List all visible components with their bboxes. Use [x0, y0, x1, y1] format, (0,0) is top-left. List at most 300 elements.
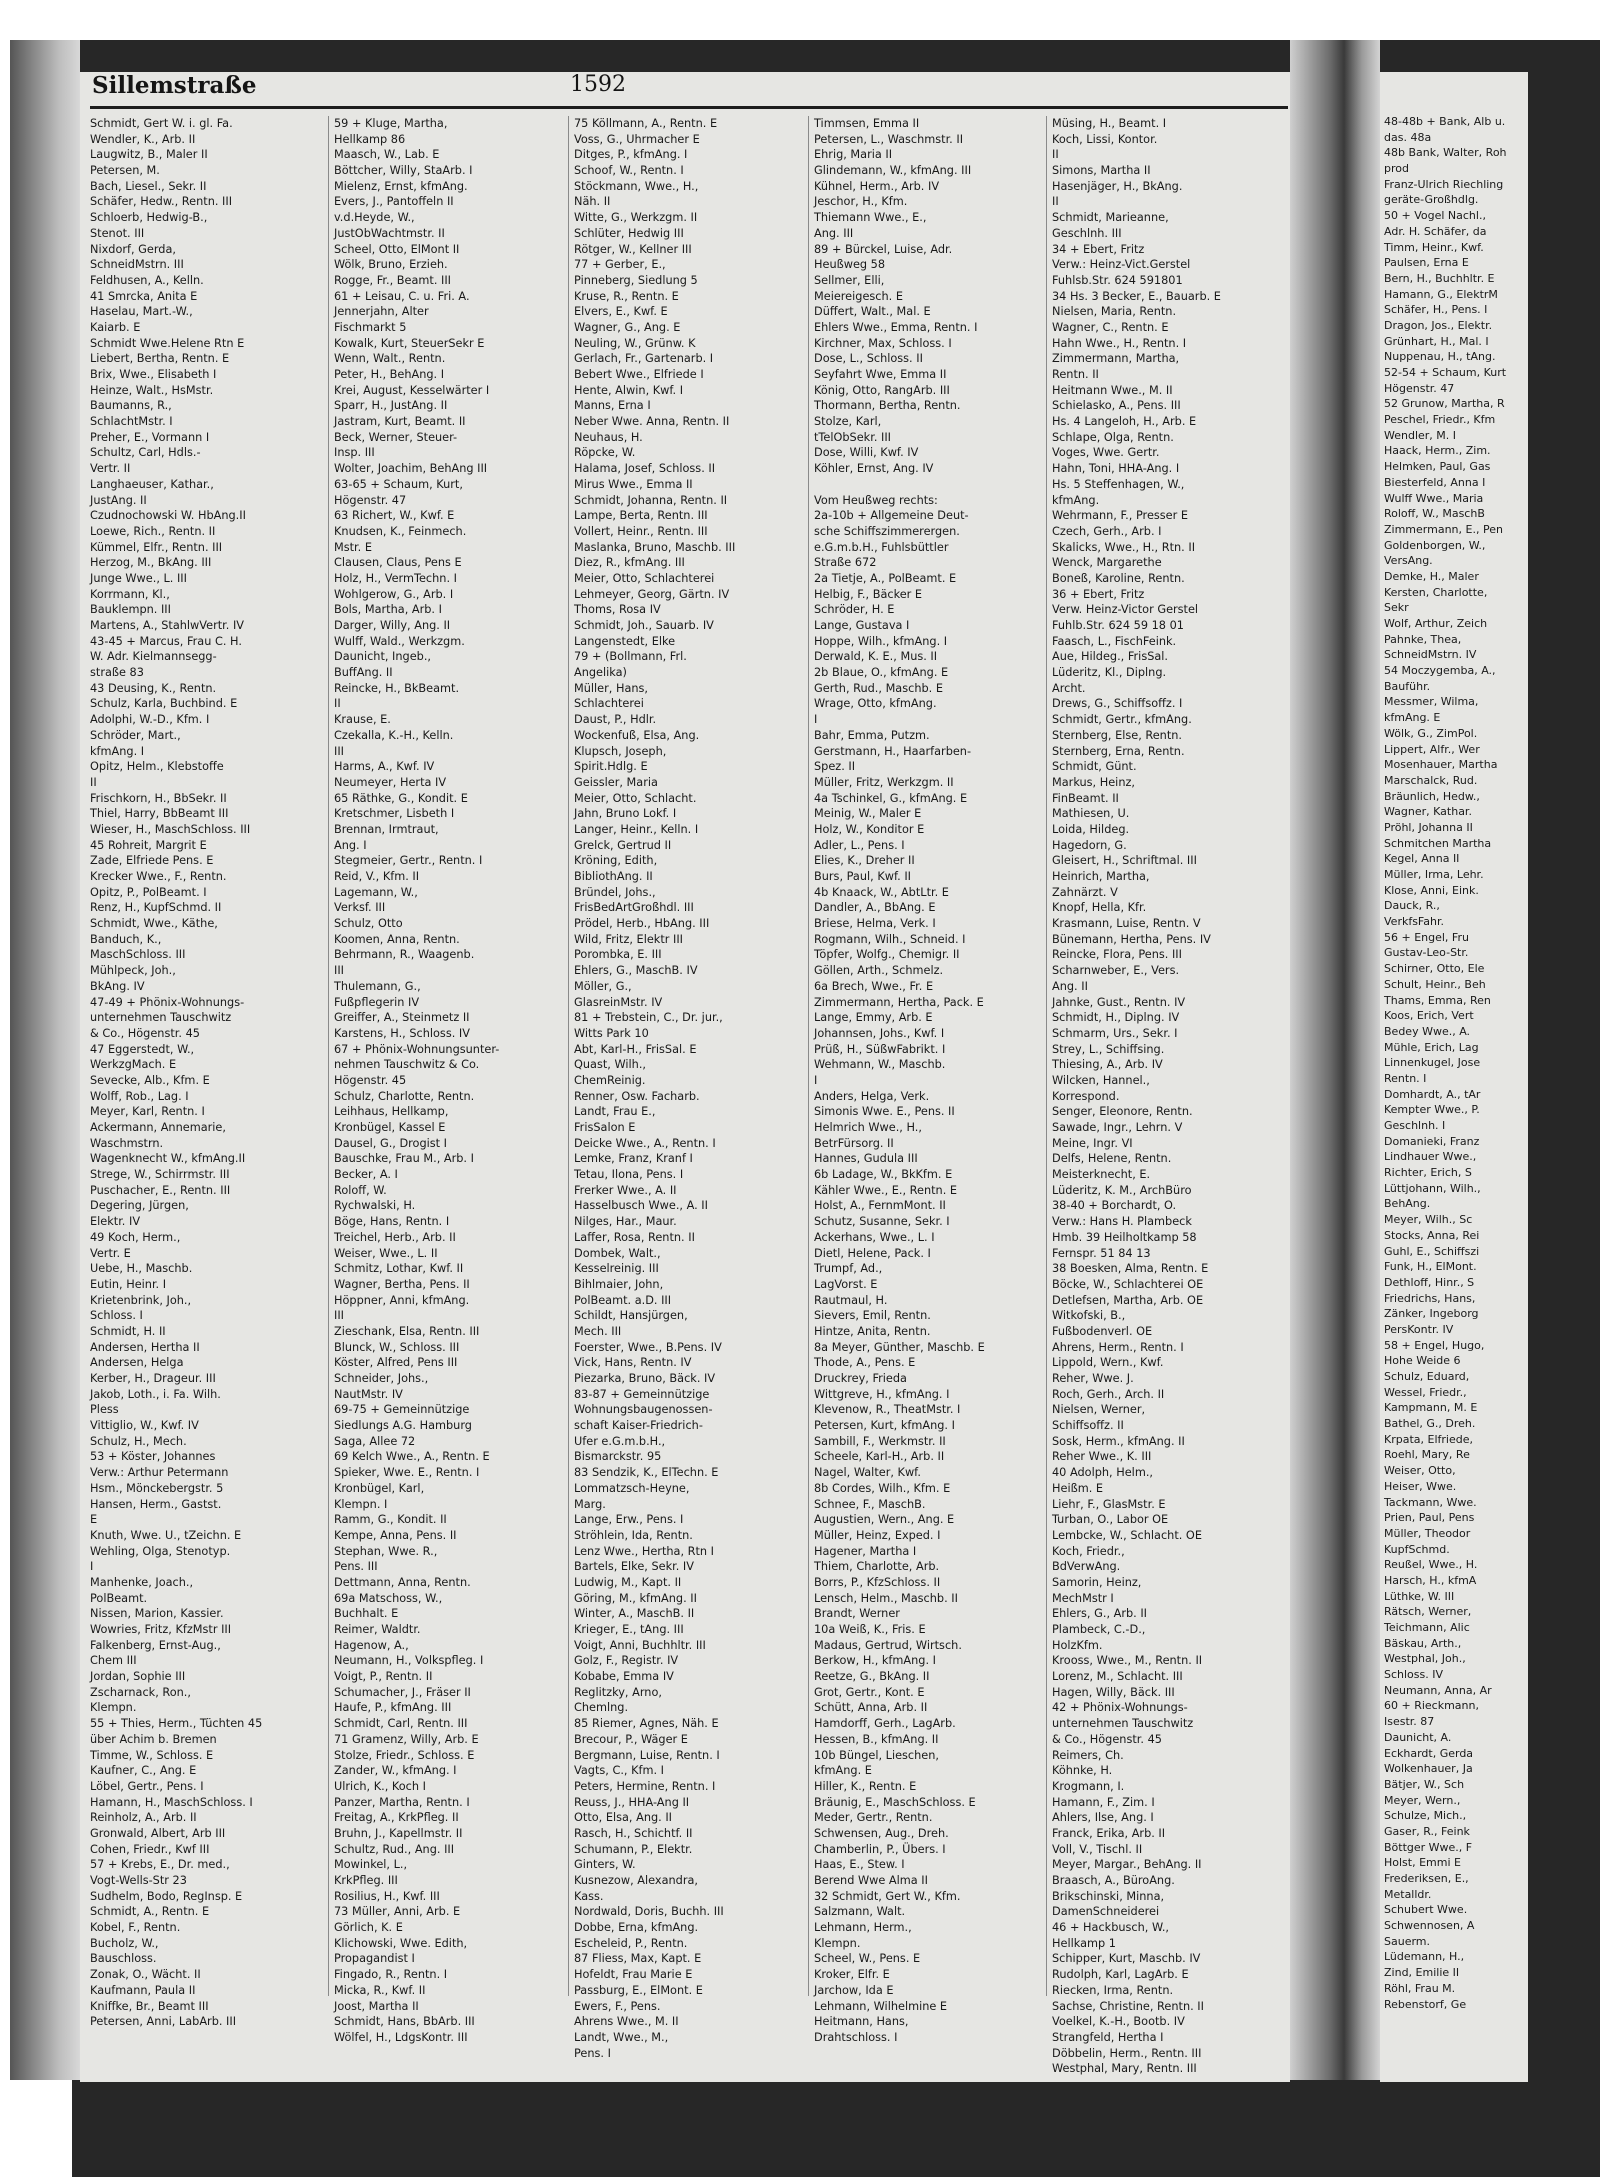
- directory-entry: Kronbügel, Kassel E: [334, 1121, 446, 1134]
- directory-entry: 32 Schmidt, Gert W., Kfm.: [814, 1889, 961, 1903]
- directory-entry: 53 + Köster, Johannes: [90, 1450, 216, 1464]
- directory-entry: 73 Müller, Anni, Arb. E: [334, 1905, 461, 1919]
- directory-entry: BdVerwAng.: [1052, 1560, 1121, 1574]
- directory-entry: Brecour, P., Wäger E: [574, 1732, 688, 1746]
- directory-entry: das. 48a: [1384, 130, 1432, 144]
- directory-entry: Meiereigesch. E: [814, 289, 903, 303]
- directory-entry: Meyer, Margar., BehAng. II: [1052, 1858, 1202, 1872]
- directory-entry: Schmidt, H., Diplng. IV: [1052, 1011, 1180, 1025]
- directory-entry: 4a Tschinkel, G., kfmAng. E: [814, 791, 968, 805]
- directory-entry: Ehlers, G., MaschB. IV: [574, 964, 698, 978]
- directory-entry: Reid, V., Kfm. II: [334, 870, 420, 883]
- directory-entry: Bauschke, Frau M., Arb. I: [334, 1152, 474, 1166]
- directory-entry: Drews, G., Schiffsoffz. I: [1052, 697, 1183, 711]
- directory-entry: Krooss, Wwe., M., Rentn. II: [1052, 1654, 1203, 1668]
- directory-entry: Nielsen, Werner,: [1052, 1403, 1146, 1417]
- directory-entry: Kesselreinig. III: [574, 1262, 659, 1276]
- directory-entry: Thormann, Bertha, Rentn.: [814, 399, 961, 413]
- directory-entry: Gaser, R., Feink: [1384, 1824, 1470, 1838]
- directory-entry: Schröder, H. E: [814, 603, 895, 617]
- directory-entry: Opitz, Helm., Klebstoffe: [90, 760, 224, 774]
- directory-entry: Koch, Friedr.,: [1052, 1544, 1125, 1558]
- directory-entry: Langer, Heinr., Kelln. I: [574, 822, 699, 836]
- directory-entry: Meyer, Karl, Rentn. I: [90, 1105, 205, 1119]
- directory-entry: Druckrey, Frieda: [814, 1372, 907, 1385]
- directory-entry: 48-48b + Bank, Alb u.: [1384, 115, 1506, 128]
- directory-entry: straße 83: [90, 666, 144, 680]
- directory-entry: KupfSchmd.: [1384, 1542, 1450, 1556]
- directory-entry: Ehrig, Maria II: [814, 148, 893, 162]
- directory-entry: Müller, Hans,: [574, 681, 649, 695]
- directory-entry: ChemReinig.: [574, 1073, 646, 1087]
- directory-entry: Geschlnh. III: [1052, 226, 1122, 240]
- directory-entry: Wulff, Wald., Werkzgm.: [334, 634, 465, 648]
- directory-entry: Böge, Hans, Rentn. I: [334, 1215, 450, 1229]
- directory-entry: Rogmann, Wilh., Schneid. I: [814, 932, 966, 946]
- directory-entry: 61 + Leisau, C. u. Fri. A.: [334, 289, 470, 303]
- directory-entry: Lenz Wwe., Hertha, Rtn I: [574, 1544, 715, 1558]
- directory-entry: Stolze, Karl,: [814, 415, 882, 429]
- directory-entry: Wenck, Margarethe: [1052, 556, 1162, 570]
- directory-entry: III: [334, 1309, 344, 1323]
- directory-entry: Neuling, W., Grünw. K: [574, 336, 696, 350]
- directory-entry: Peter, H., BehAng. I: [334, 368, 445, 381]
- directory-entry: Lehmann, Wilhelmine E: [814, 1999, 948, 2013]
- directory-entry: Quast, Wilh.,: [574, 1058, 647, 1072]
- directory-entry: Schmidt, Wwe., Käthe,: [90, 917, 218, 931]
- directory-column-5: [1046, 116, 1286, 2076]
- directory-entry: Vagts, C., Kfm. I: [574, 1764, 665, 1778]
- directory-entry: 83 Sendzik, K., ElTechn. E: [574, 1466, 719, 1480]
- street-header: Sillemstraße: [92, 72, 257, 99]
- directory-entry: Haack, Herm., Zim.: [1384, 444, 1491, 458]
- directory-entry: Zonak, O., Wächt. II: [90, 1968, 201, 1982]
- directory-entry: Dauck, R.,: [1384, 899, 1440, 913]
- directory-entry: Kroker, Elfr. E: [814, 1968, 890, 1982]
- directory-entry: Daunicht, A.: [1384, 1730, 1452, 1744]
- directory-entry: Insp. III: [334, 446, 375, 460]
- directory-entry: Jennerjahn, Alter: [334, 305, 429, 319]
- directory-entry: Wehrmann, F., Presser E: [1052, 509, 1189, 523]
- directory-entry: Neber Wwe. Anna, Rentn. II: [574, 415, 730, 429]
- directory-column-2: [328, 116, 568, 2044]
- directory-entry: Elvers, E., Kwf. E: [574, 305, 668, 319]
- directory-entry: Weiser, Wwe., L. II: [334, 1246, 438, 1260]
- directory-entry: Heinrich, Martha,: [1052, 870, 1150, 883]
- directory-entry: Spieker, Wwe. E., Rentn. I: [334, 1466, 480, 1480]
- directory-entry: Röpcke, W.: [574, 446, 636, 460]
- directory-entry: Liebert, Bertha, Rentn. E: [90, 352, 230, 366]
- directory-entry: Harms, A., Kwf. IV: [334, 760, 435, 774]
- directory-entry: Halama, Josef, Schloss. II: [574, 462, 716, 476]
- directory-entry: Kähler Wwe., E., Rentn. E: [814, 1183, 958, 1197]
- directory-entry: II: [334, 697, 341, 711]
- directory-entry: Görlich, K. E: [334, 1921, 403, 1935]
- directory-entry: Rötger, W., Kellner III: [574, 242, 692, 256]
- directory-entry: Langhaeuser, Kathar.,: [90, 477, 214, 491]
- directory-entry: Müller, Irma, Lehr.: [1384, 868, 1484, 881]
- directory-entry: 89 + Bürckel, Luise, Adr.: [814, 242, 953, 256]
- directory-entry: Lange, Erw., Pens. I: [574, 1513, 684, 1527]
- directory-entry: Hs. 5 Steffenhagen, W.,: [1052, 477, 1185, 491]
- directory-entry: Zahnärzt. V: [1052, 885, 1118, 899]
- directory-entry: Clausen, Claus, Pens E: [334, 556, 462, 570]
- directory-entry: Rychwalski, H.: [334, 1199, 416, 1213]
- directory-entry: e.G.m.b.H., Fuhlsbüttler: [814, 540, 949, 554]
- directory-entry: Pens. III: [334, 1560, 378, 1574]
- directory-entry: Schulz, Eduard,: [1384, 1370, 1470, 1383]
- facing-page-column: [1384, 114, 1528, 2011]
- directory-entry: Haas, E., Stew. I: [814, 1858, 905, 1872]
- directory-entry: Lommatzsch-Heyne,: [574, 1481, 690, 1495]
- directory-entry: Zieschank, Elsa, Rentn. III: [334, 1324, 480, 1338]
- directory-entry: Hasselbusch Wwe., A. II: [574, 1199, 708, 1213]
- directory-entry: VerkfsFahr.: [1384, 915, 1444, 929]
- directory-entry: Elies, K., Dreher II: [814, 854, 915, 868]
- directory-entry: Kaufner, C., Ang. E: [90, 1764, 197, 1778]
- directory-entry: Kretschmer, Lisbeth I: [334, 807, 455, 821]
- directory-entry: Düffert, Walt., Mal. E: [814, 305, 931, 319]
- directory-entry: Laffer, Rosa, Rentn. II: [574, 1230, 695, 1244]
- directory-entry: unternehmen Tauschwitz: [90, 1011, 232, 1025]
- directory-entry: Escheleid, P., Rentn.: [574, 1936, 688, 1950]
- directory-entry: Schloerb, Hedwig-B.,: [90, 211, 208, 225]
- directory-entry: Ackerhans, Wwe., L. I: [814, 1230, 935, 1244]
- directory-entry: Wendler, K., Arb. II: [90, 132, 196, 146]
- directory-entry: Hagenow, A.,: [334, 1638, 409, 1652]
- directory-entry: Bebert Wwe., Elfriede I: [574, 368, 704, 381]
- directory-entry: Ulrich, K., Koch I: [334, 1779, 426, 1793]
- directory-entry: Hahn, Toni, HHA-Ang. I: [1052, 462, 1180, 476]
- directory-entry: 46 + Hackbusch, W.,: [1052, 1921, 1170, 1935]
- directory-entry: Bergmann, Luise, Rentn. I: [574, 1748, 720, 1762]
- directory-entry: Baumanns, R.,: [90, 399, 172, 413]
- directory-entry: Bedey Wwe., A.: [1384, 1024, 1471, 1038]
- directory-entry: Ludwig, M., Kapt. II: [574, 1575, 682, 1589]
- directory-entry: Lagemann, W.,: [334, 885, 418, 899]
- directory-entry: kfmAng. E: [814, 1764, 872, 1778]
- book-gutter: [1290, 40, 1380, 2080]
- directory-entry: Feldhusen, A., Kelln.: [90, 273, 204, 287]
- directory-entry: Wendler, M. I: [1384, 428, 1457, 442]
- directory-entry: Schulz, Otto: [334, 917, 403, 931]
- directory-entry: Ditges, P., kfmAng. I: [574, 148, 688, 162]
- directory-entry: Rudolph, Karl, LagArb. E: [1052, 1968, 1189, 1982]
- directory-entry: Manns, Erna I: [574, 399, 651, 413]
- directory-entry: Funk, H., ElMont.: [1384, 1260, 1477, 1274]
- directory-entry: Högenstr. 45: [334, 1073, 407, 1087]
- directory-entry: Evers, J., Pantoffeln II: [334, 195, 454, 209]
- directory-entry: Reimers, Ch.: [1052, 1748, 1124, 1762]
- directory-entry: Zind, Emilie II: [1384, 1966, 1460, 1980]
- directory-entry: Heiser, Wwe.: [1384, 1479, 1457, 1493]
- directory-entry: Jeschor, H., Kfm.: [814, 195, 908, 209]
- directory-entry: Schirner, Otto, Ele: [1384, 962, 1485, 976]
- directory-entry: Schnee, F., MaschB.: [814, 1497, 926, 1511]
- directory-entry: Otto, Elsa, Ang. II: [574, 1811, 673, 1825]
- directory-entry: Augustien, Wern., Ang. E: [814, 1513, 955, 1527]
- directory-entry: 69 Kelch Wwe., A., Rentn. E: [334, 1450, 490, 1464]
- directory-entry: Bucholz, W.,: [90, 1936, 159, 1950]
- directory-entry: Schmidt, Carl, Rentn. III: [334, 1717, 468, 1731]
- directory-entry: Heitmann, Hans,: [814, 2015, 909, 2029]
- directory-entry: Richter, Erich, S: [1384, 1166, 1472, 1180]
- directory-entry: Sachse, Christine, Rentn. II: [1052, 1999, 1204, 2013]
- directory-entry: Braasch, A., BüroAng.: [1052, 1874, 1175, 1887]
- directory-entry: Beck, Werner, Steuer-: [334, 430, 458, 444]
- directory-entry: Bauführ.: [1384, 679, 1431, 693]
- directory-entry: 2a-10b + Allgemeine Deut-: [814, 509, 969, 523]
- directory-entry: Linnenkugel, Jose: [1384, 1056, 1481, 1070]
- directory-entry: Thiesing, A., Arb. IV: [1052, 1058, 1163, 1072]
- directory-entry: Verw.: Hans H. Plambeck: [1052, 1215, 1192, 1229]
- directory-entry: Marschalck, Rud.: [1384, 773, 1478, 787]
- directory-entry: unternehmen Tauschwitz: [1052, 1717, 1194, 1731]
- directory-entry: SchneidMstrn. III: [90, 258, 184, 272]
- directory-entry: Klempn.: [90, 1701, 137, 1715]
- directory-entry: Reincke, Flora, Pens. III: [1052, 948, 1182, 962]
- directory-entry: Bäskau, Arth.,: [1384, 1636, 1462, 1650]
- directory-entry: Czech, Gerh., Arb. I: [1052, 524, 1162, 538]
- directory-entry: Simons, Martha II: [1052, 164, 1151, 178]
- directory-entry: Witte, G., Werkzgm. II: [574, 211, 698, 225]
- directory-entry: Panzer, Martha, Rentn. I: [334, 1795, 470, 1809]
- directory-entry: Schmitchen Martha: [1384, 836, 1492, 850]
- directory-entry: Bismarckstr. 95: [574, 1450, 662, 1464]
- directory-entry: Wolter, Joachim, BehAng III: [334, 462, 488, 476]
- directory-entry: 71 Gramenz, Willy, Arb. E: [334, 1732, 479, 1746]
- directory-entry: Heitmann Wwe., M. II: [1052, 383, 1173, 397]
- directory-entry: Vogt-Wells-Str 23: [90, 1874, 187, 1887]
- directory-entry: Reetze, G., BkAng. II: [814, 1670, 930, 1684]
- directory-entry: Borrs, P., KfzSchloss. II: [814, 1575, 941, 1589]
- directory-entry: Wölk, Bruno, Erzieh.: [334, 258, 448, 272]
- directory-entry: Frischkorn, H., BbSekr. II: [90, 791, 227, 805]
- directory-entry: II: [1052, 195, 1059, 209]
- directory-entry: Wohlgerow, G., Arb. I: [334, 587, 454, 601]
- directory-entry: Holst, A., FernmMont. II: [814, 1199, 946, 1213]
- directory-entry: Hsm., Mönckebergstr. 5: [90, 1481, 224, 1495]
- directory-entry: Wild, Fritz, Elektr III: [574, 932, 683, 946]
- directory-entry: Seyfahrt Wwe, Emma II: [814, 368, 947, 381]
- directory-entry: Senger, Eleonore, Rentn.: [1052, 1105, 1193, 1119]
- directory-entry: Schipper, Kurt, Maschb. IV: [1052, 1952, 1201, 1966]
- directory-entry: Schmidt, Marieanne,: [1052, 211, 1169, 225]
- directory-entry: Högenstr. 47: [1384, 381, 1455, 395]
- directory-entry: Bihlmaier, John,: [574, 1277, 664, 1291]
- directory-entry: Schulz, Charlotte, Rentn.: [334, 1089, 475, 1103]
- directory-entry: Bern, H., Buchhltr. E: [1384, 271, 1495, 285]
- directory-entry: Koomen, Anna, Rentn.: [334, 932, 460, 946]
- directory-entry: 55 + Thies, Herm., Tüchten 45: [90, 1717, 263, 1731]
- directory-entry: Teichmann, Alic: [1384, 1621, 1470, 1634]
- directory-entry: Puschacher, E., Rentn. III: [90, 1183, 231, 1197]
- directory-entry: Wockenfuß, Elsa, Ang.: [574, 728, 700, 742]
- directory-entry: Heußweg 58: [814, 258, 886, 272]
- directory-entry: Hasenjäger, H., BkAng.: [1052, 179, 1183, 193]
- directory-entry: Krietenbrink, Joh.,: [90, 1293, 192, 1307]
- directory-entry: Hs. 4 Langeloh, H., Arb. E: [1052, 415, 1197, 429]
- directory-entry: Meier, Otto, Schlacht.: [574, 791, 697, 805]
- directory-entry: Kempe, Anna, Pens. II: [334, 1528, 457, 1542]
- directory-entry: Jordan, Sophie III: [90, 1670, 186, 1684]
- directory-column-4: [808, 116, 1046, 2044]
- directory-entry: Winter, A., MaschB. II: [574, 1607, 695, 1621]
- directory-entry: 77 + Gerber, E.,: [574, 258, 666, 272]
- directory-entry: Trumpf, Ad.,: [814, 1262, 883, 1276]
- directory-entry: Meinig, W., Maler E: [814, 807, 922, 821]
- directory-entry: Scheel, W., Pens. E: [814, 1952, 921, 1966]
- directory-entry: Sellmer, Elli,: [814, 273, 885, 287]
- directory-entry: Hamdorff, Gerh., LagArb.: [814, 1717, 956, 1731]
- directory-entry: Koch, Lissi, Kontor.: [1052, 132, 1158, 146]
- directory-entry: Kobel, F., Rentn.: [90, 1921, 181, 1935]
- directory-entry: Kegel, Anna II: [1384, 852, 1460, 866]
- directory-entry: Vom Heußweg rechts:: [814, 493, 938, 507]
- directory-entry: Biesterfeld, Anna I: [1384, 475, 1486, 489]
- directory-entry: Rautmaul, H.: [814, 1293, 888, 1307]
- directory-entry: Junge Wwe., L. III: [90, 571, 187, 585]
- directory-entry: Prödel, Herb., HbAng. III: [574, 917, 710, 931]
- directory-entry: Sawade, Ingr., Lehrn. V: [1052, 1121, 1183, 1134]
- directory-entry: Kobabe, Emma IV: [574, 1670, 674, 1684]
- directory-entry: Propagandist I: [334, 1952, 415, 1966]
- directory-entry: Lensch, Helm., Maschb. II: [814, 1591, 958, 1605]
- directory-entry: Reuss, J., HHA-Ang II: [574, 1795, 690, 1809]
- directory-entry: Hahn Wwe., H., Rentn. I: [1052, 336, 1187, 350]
- directory-entry: Wilcken, Hannel.,: [1052, 1073, 1150, 1087]
- directory-entry: HolzKfm.: [1052, 1638, 1103, 1652]
- directory-entry: Lüthke, W. III: [1384, 1589, 1455, 1603]
- directory-entry: Sievers, Emil, Rentn.: [814, 1309, 931, 1323]
- directory-entry: Meisterknecht, E.: [1052, 1168, 1151, 1182]
- directory-entry: Thiem, Charlotte, Arb.: [814, 1560, 940, 1574]
- directory-entry: sche Schiffszimmerergen.: [814, 524, 960, 538]
- directory-entry: Kröning, Edith,: [574, 854, 658, 868]
- directory-entry: 36 + Ebert, Fritz: [1052, 587, 1145, 601]
- directory-entry: Witts Park 10: [574, 1026, 649, 1040]
- directory-entry: Straße 672: [814, 556, 877, 570]
- directory-entry: Böttger Wwe., F: [1384, 1840, 1473, 1854]
- directory-entry: Helmken, Paul, Gas: [1384, 460, 1491, 474]
- directory-entry: 34 + Ebert, Fritz: [1052, 242, 1145, 256]
- directory-entry: PersKontr. IV: [1384, 1322, 1454, 1336]
- directory-entry: Domanieki, Franz: [1384, 1134, 1480, 1148]
- directory-entry: Laugwitz, B., Maler II: [90, 148, 208, 162]
- directory-entry: Franz-Ulrich Riechling: [1384, 177, 1504, 191]
- directory-entry: Passburg, E., ElMont. E: [574, 1983, 703, 1997]
- directory-entry: Knudsen, K., Feinmech.: [334, 524, 467, 538]
- directory-entry: Pinneberg, Siedlung 5: [574, 273, 698, 287]
- directory-entry: Maasch, W., Lab. E: [334, 148, 440, 162]
- directory-entry: KrkPfleg. III: [334, 1874, 398, 1887]
- directory-column-1: [90, 116, 328, 2029]
- directory-entry: Wagner, G., Ang. E: [574, 320, 681, 334]
- directory-entry: Peschel, Friedr., Kfm: [1384, 413, 1496, 427]
- directory-entry: Kampmann, M. E: [1384, 1401, 1478, 1415]
- directory-entry: Scharnweber, E., Vers.: [1052, 964, 1180, 978]
- directory-entry: Landt, Frau E.,: [574, 1105, 656, 1119]
- directory-entry: Nuppenau, H., tAng.: [1384, 350, 1496, 364]
- directory-entry: Sekr: [1384, 601, 1409, 615]
- directory-entry: Klevenow, R., TheatMstr. I: [814, 1403, 961, 1417]
- directory-entry: Verksf. III: [334, 901, 386, 915]
- directory-entry: 75 Köllmann, A., Rentn. E: [574, 117, 718, 130]
- directory-entry: 58 + Engel, Hugo,: [1384, 1338, 1485, 1352]
- directory-entry: Zscharnack, Ron.,: [90, 1685, 191, 1699]
- directory-entry: 10b Büngel, Lieschen,: [814, 1748, 939, 1762]
- directory-entry: Wohnungsbaugenossen-: [574, 1403, 713, 1417]
- directory-entry: Stenot. III: [90, 226, 145, 240]
- directory-entry: Derwald, K. E., Mus. II: [814, 650, 938, 664]
- directory-entry: 2a Tietje, A., PolBeamt. E: [814, 571, 957, 585]
- directory-entry: Rebenstorf, Ge: [1384, 1997, 1467, 2011]
- directory-entry: Grelck, Gertrud II: [574, 838, 672, 852]
- directory-entry: Wittgreve, H., kfmAng. I: [814, 1387, 950, 1401]
- directory-entry: Lange, Emmy, Arb. E: [814, 1011, 933, 1025]
- directory-entry: Schoof, W., Rentn. I: [574, 164, 684, 178]
- directory-entry: Dragon, Jos., Elektr.: [1384, 318, 1493, 332]
- directory-entry: Nixdorf, Gerda,: [90, 242, 176, 256]
- directory-entry: Behrmann, R., Waagenb.: [334, 948, 475, 962]
- directory-entry: Schulze, Mich.,: [1384, 1809, 1467, 1823]
- directory-entry: Ahlers, Ilse, Ang. I: [1052, 1811, 1154, 1825]
- directory-entry: 41 Smrcka, Anita E: [90, 289, 198, 303]
- directory-entry: Neumann, H., Volkspfleg. I: [334, 1654, 484, 1668]
- directory-entry: Wölfel, H., LdgsKontr. III: [334, 2030, 468, 2044]
- directory-entry: Bründel, Johs.,: [574, 885, 656, 899]
- directory-entry: FrisBedArtGroßhdl. III: [574, 901, 694, 915]
- directory-entry: Klichowski, Wwe. Edith,: [334, 1936, 468, 1950]
- directory-entry: Gerstmann, H., Haarfarben-: [814, 744, 972, 758]
- directory-entry: Landt, Wwe., M.,: [574, 2030, 669, 2044]
- directory-entry: 63-65 + Schaum, Kurt,: [334, 477, 463, 491]
- directory-entry: Rosilius, H., Kwf. III: [334, 1889, 440, 1903]
- directory-entry: SchneidMstrn. IV: [1384, 648, 1477, 662]
- directory-entry: Wehmann, W., Maschb.: [814, 1058, 946, 1072]
- directory-entry: Meine, Ingr. VI: [1052, 1136, 1133, 1150]
- directory-entry: Schlüter, Hedwig III: [574, 226, 684, 240]
- directory-entry: Jahnke, Gust., Rentn. IV: [1052, 995, 1186, 1009]
- directory-entry: Roehl, Mary, Re: [1384, 1448, 1470, 1462]
- directory-entry: Dietl, Helene, Pack. I: [814, 1246, 931, 1260]
- directory-entry: Piezarka, Bruno, Bäck. IV: [574, 1372, 716, 1385]
- directory-entry: Schultz, Rud., Ang. III: [334, 1842, 455, 1856]
- directory-entry: Knuth, Wwe. U., tZeichn. E: [90, 1528, 242, 1542]
- directory-entry: Johannsen, Johs., Kwf. I: [814, 1026, 945, 1040]
- directory-entry: Rentn. I: [1384, 1071, 1427, 1085]
- directory-entry: Wagner, Bertha, Pens. II: [334, 1277, 470, 1291]
- directory-entry: Karstens, H., Schloss. IV: [334, 1026, 470, 1040]
- directory-entry: Detlefsen, Martha, Arb. OE: [1052, 1293, 1204, 1307]
- directory-entry: Anders, Helga, Verk.: [814, 1089, 930, 1103]
- directory-entry: Lüttjohann, Wilh.,: [1384, 1181, 1481, 1195]
- directory-entry: Schutz, Susanne, Sekr. I: [814, 1215, 950, 1229]
- directory-entry: Schielasko, A., Pens. III: [1052, 399, 1181, 413]
- directory-entry: Kempter Wwe., P.: [1384, 1103, 1480, 1117]
- directory-entry: I: [90, 1560, 94, 1574]
- directory-entry: Koos, Erich, Vert: [1384, 1009, 1474, 1023]
- directory-entry: tTelObSekr. III: [814, 430, 892, 444]
- directory-entry: Timm, Heinr., Kwf.: [1384, 240, 1484, 254]
- directory-entry: Strege, W., Schirrmstr. III: [90, 1168, 230, 1182]
- directory-entry: Zimmermann, Martha,: [1052, 352, 1180, 366]
- directory-entry: Dobbe, Erna, kfmAng.: [574, 1921, 699, 1935]
- directory-entry: Haselau, Mart.-W.,: [90, 305, 193, 319]
- directory-entry: Simonis Wwe. E., Pens. II: [814, 1105, 955, 1119]
- directory-entry: Brandt, Werner: [814, 1607, 900, 1621]
- directory-entry: Reher Wwe., K. III: [1052, 1450, 1152, 1464]
